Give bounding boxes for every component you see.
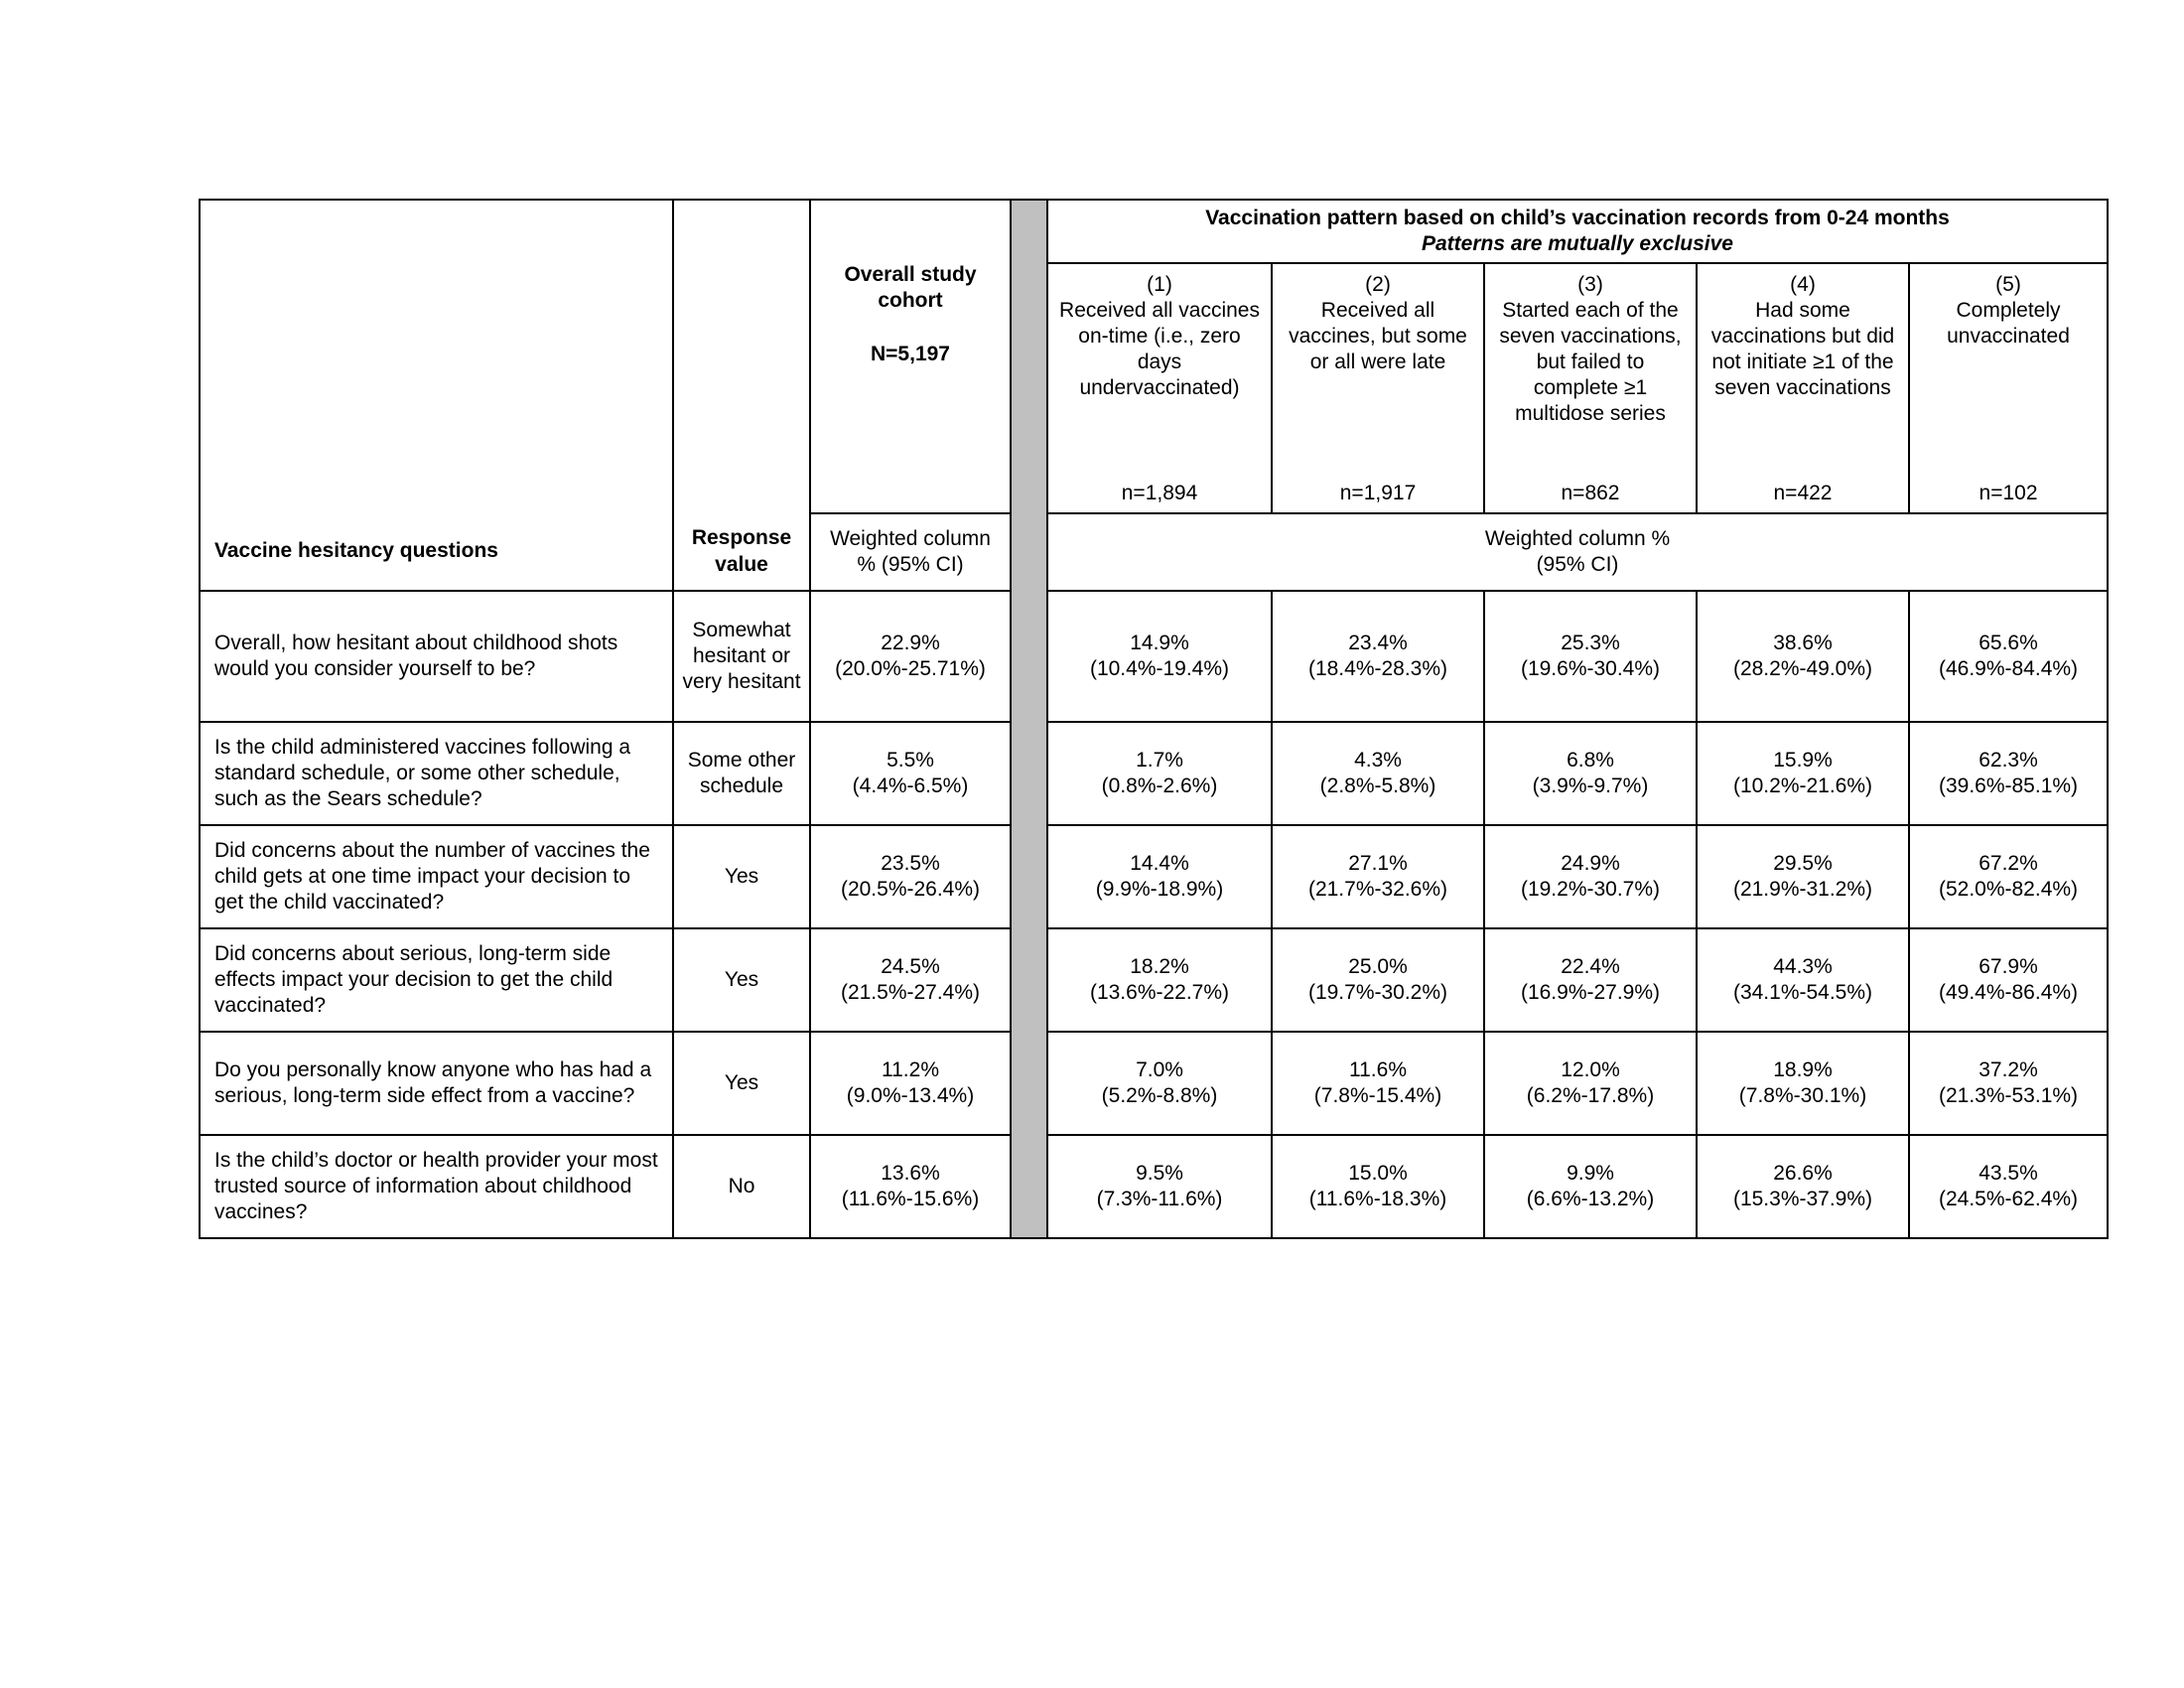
pattern-n: n=1,917 <box>1339 481 1417 504</box>
table-row <box>200 825 2108 928</box>
confidence-interval: (10.2%-21.6%) <box>1732 774 1873 797</box>
weighted-percent: 22.9% <box>881 631 940 654</box>
confidence-interval: (10.4%-19.4%) <box>1089 657 1230 680</box>
vaccination-pattern-header <box>1047 200 2108 263</box>
pattern-n: n=862 <box>1561 481 1620 504</box>
table-row <box>200 722 2108 825</box>
pattern-column-header-2 <box>1272 263 1484 513</box>
pattern-value-cell-2 <box>1272 825 1484 928</box>
pattern-value-cell-2 <box>1272 591 1484 722</box>
weighted-percent: 13.6% <box>881 1161 940 1185</box>
response-column-header: Response value <box>673 513 810 591</box>
pattern-value-cell-3 <box>1484 591 1697 722</box>
table-row <box>200 928 2108 1032</box>
table-row <box>200 1135 2108 1238</box>
weighted-percent: 15.9% <box>1773 748 1833 772</box>
confidence-interval: (21.5%-27.4%) <box>840 981 981 1004</box>
response-value-cell: Yes <box>673 928 810 1032</box>
pattern-value-cell-1 <box>1047 1032 1272 1135</box>
pattern-value-cell-5 <box>1909 1135 2108 1238</box>
weighted-percent: 26.6% <box>1773 1161 1833 1185</box>
confidence-interval: (24.5%-62.4%) <box>1938 1188 2079 1210</box>
pattern-number: (3) <box>1577 273 1603 296</box>
confidence-interval: (5.2%-8.8%) <box>1101 1084 1218 1107</box>
pattern-column-header-1 <box>1047 263 1272 513</box>
confidence-interval: (11.6%-18.3%) <box>1308 1188 1447 1210</box>
pattern-value-cell-5 <box>1909 722 2108 825</box>
overall-value-cell <box>810 1032 1011 1135</box>
pattern-value-cell-2 <box>1272 1135 1484 1238</box>
confidence-interval: (39.6%-85.1%) <box>1938 774 2079 797</box>
weighted-percent: 6.8% <box>1567 748 1614 772</box>
pattern-number: (5) <box>1995 273 2021 296</box>
weighted-percent: 62.3% <box>1979 748 2038 772</box>
confidence-interval: (46.9%-84.4%) <box>1938 657 2079 680</box>
weighted-percent: 24.5% <box>881 954 940 978</box>
question-cell: Is the child administered vaccines following a standard schedule, or some other schedule, such as the Sears schedule? <box>200 722 673 825</box>
overall-value-cell <box>810 591 1011 722</box>
overall-value-cell <box>810 722 1011 825</box>
pattern-value-cell-2 <box>1272 1032 1484 1135</box>
weighted-percent: 14.9% <box>1130 631 1189 654</box>
confidence-interval: (7.8%-30.1%) <box>1738 1084 1867 1107</box>
weighted-percent: 23.5% <box>881 851 940 875</box>
pattern-value-cell-4 <box>1697 825 1909 928</box>
pattern-value-cell-5 <box>1909 825 2108 928</box>
weighted-percent: 14.4% <box>1130 851 1189 875</box>
confidence-interval: (3.9%-9.7%) <box>1532 774 1649 797</box>
pattern-value-cell-2 <box>1272 928 1484 1032</box>
weighted-percent: 11.2% <box>882 1057 939 1081</box>
confidence-interval: (28.2%-49.0%) <box>1732 657 1873 680</box>
overall-value-cell <box>810 928 1011 1032</box>
weighted-percent: 9.9% <box>1567 1161 1614 1185</box>
weighted-percent: 44.3% <box>1773 954 1833 978</box>
response-value-cell: Yes <box>673 825 810 928</box>
confidence-interval: (4.4%-6.5%) <box>852 774 969 797</box>
weighted-percent: 18.9% <box>1773 1057 1833 1081</box>
confidence-interval: (19.7%-30.2%) <box>1307 981 1448 1004</box>
confidence-interval: (34.1%-54.5%) <box>1732 981 1873 1004</box>
question-cell: Did concerns about the number of vaccines the child gets at one time impact your decision to get the child vaccinated? <box>200 825 673 928</box>
pattern-number: (4) <box>1790 273 1816 296</box>
confidence-interval: (9.9%-18.9%) <box>1095 878 1224 901</box>
weighted-percent: 67.9% <box>1979 954 2038 978</box>
overall-value-cell <box>810 825 1011 928</box>
question-column-header: Vaccine hesitancy questions <box>200 200 673 591</box>
confidence-interval: (7.8%-15.4%) <box>1313 1084 1442 1107</box>
weighted-percent: 9.5% <box>1136 1161 1183 1185</box>
table-row <box>200 1032 2108 1135</box>
question-cell: Is the child’s doctor or health provider your most trusted source of information about childhood vaccines? <box>200 1135 673 1238</box>
pattern-weighted-subheader-text: Weighted column % (95% CI) <box>1484 526 1671 576</box>
pattern-value-cell-3 <box>1484 928 1697 1032</box>
pattern-value-cell-1 <box>1047 1135 1272 1238</box>
weighted-percent: 29.5% <box>1773 851 1833 875</box>
pattern-n: n=1,894 <box>1121 481 1198 504</box>
weighted-percent: 25.0% <box>1348 954 1408 978</box>
response-value-cell: Some other schedule <box>673 722 810 825</box>
pattern-value-cell-5 <box>1909 1032 2108 1135</box>
pattern-label: Started each of the seven vaccinations, but failed to complete ≥1 multidose series <box>1499 299 1682 426</box>
pattern-value-cell-3 <box>1484 722 1697 825</box>
pattern-value-cell-4 <box>1697 1135 1909 1238</box>
overall-cohort-n: N=5,197 <box>871 343 950 366</box>
confidence-interval: (21.9%-31.2%) <box>1732 878 1873 901</box>
pattern-value-cell-1 <box>1047 722 1272 825</box>
weighted-percent: 43.5% <box>1979 1161 2038 1185</box>
weighted-percent: 11.6% <box>1349 1057 1407 1081</box>
pattern-value-cell-4 <box>1697 722 1909 825</box>
confidence-interval: (18.4%-28.3%) <box>1307 657 1448 680</box>
weighted-percent: 67.2% <box>1979 851 2038 875</box>
weighted-percent: 25.3% <box>1561 631 1620 654</box>
confidence-interval: (20.0%-25.71%) <box>835 657 986 680</box>
pattern-value-cell-1 <box>1047 928 1272 1032</box>
confidence-interval: (49.4%-86.4%) <box>1938 981 2079 1004</box>
pattern-label: Had some vaccinations but did not initiate ≥1 of the seven vaccinations <box>1710 299 1895 400</box>
overall-cohort-label: Overall study cohort <box>844 263 977 313</box>
pattern-column-header-5 <box>1909 263 2108 513</box>
confidence-interval: (20.5%-26.4%) <box>840 878 981 901</box>
question-cell: Do you personally know anyone who has had a serious, long-term side effect from a vaccine? <box>200 1032 673 1135</box>
pattern-value-cell-5 <box>1909 928 2108 1032</box>
weighted-percent: 18.2% <box>1130 954 1189 978</box>
confidence-interval: (0.8%-2.6%) <box>1101 774 1218 797</box>
response-value-cell: Yes <box>673 1032 810 1135</box>
weighted-percent: 4.3% <box>1354 748 1402 772</box>
confidence-interval: (2.8%-5.8%) <box>1319 774 1436 797</box>
confidence-interval: (9.0%-13.4%) <box>846 1084 975 1107</box>
pattern-number: (2) <box>1365 273 1391 296</box>
weighted-percent: 22.4% <box>1561 954 1620 978</box>
pattern-label: Received all vaccines on-time (i.e., zero days undervaccinated) <box>1059 299 1260 400</box>
weighted-percent: 15.0% <box>1348 1161 1408 1185</box>
weighted-percent: 12.0% <box>1561 1057 1620 1081</box>
confidence-interval: (15.3%-37.9%) <box>1732 1188 1873 1210</box>
confidence-interval: (21.7%-32.6%) <box>1307 878 1448 901</box>
pattern-value-cell-3 <box>1484 1032 1697 1135</box>
confidence-interval: (19.6%-30.4%) <box>1520 657 1661 680</box>
weighted-percent: 23.4% <box>1348 631 1408 654</box>
header-row-1 <box>200 200 2108 263</box>
question-cell: Overall, how hesitant about childhood shots would you consider yourself to be? <box>200 591 673 722</box>
weighted-percent: 37.2% <box>1979 1057 2038 1081</box>
pattern-column-header-3 <box>1484 263 1697 513</box>
confidence-interval: (11.6%-15.6%) <box>841 1188 980 1210</box>
pattern-value-cell-4 <box>1697 1032 1909 1135</box>
pattern-value-cell-3 <box>1484 1135 1697 1238</box>
weighted-percent: 5.5% <box>887 748 934 772</box>
pattern-weighted-subheader <box>1047 513 2108 591</box>
pattern-number: (1) <box>1147 273 1172 296</box>
overall-cohort-header <box>810 200 1011 513</box>
pattern-title: Vaccination pattern based on child’s vaccination records from 0-24 months <box>1205 206 1950 229</box>
weighted-percent: 38.6% <box>1773 631 1833 654</box>
confidence-interval: (6.6%-13.2%) <box>1526 1188 1655 1210</box>
weighted-percent: 1.7% <box>1136 748 1183 772</box>
confidence-interval: (19.2%-30.7%) <box>1520 878 1661 901</box>
pattern-label: Received all vaccines, but some or all were late <box>1289 299 1467 374</box>
pattern-value-cell-5 <box>1909 591 2108 722</box>
weighted-percent: 7.0% <box>1136 1057 1183 1081</box>
response-value-cell: Somewhat hesitant or very hesitant <box>673 591 810 722</box>
pattern-column-header-4 <box>1697 263 1909 513</box>
pattern-value-cell-1 <box>1047 825 1272 928</box>
weighted-percent: 27.1% <box>1348 851 1408 875</box>
pattern-value-cell-2 <box>1272 722 1484 825</box>
confidence-interval: (16.9%-27.9%) <box>1520 981 1661 1004</box>
pattern-n: n=102 <box>1979 481 2038 504</box>
pattern-value-cell-1 <box>1047 591 1272 722</box>
question-cell: Did concerns about serious, long-term side effects impact your decision to get the child vaccinated? <box>200 928 673 1032</box>
confidence-interval: (7.3%-11.6%) <box>1096 1188 1223 1210</box>
pattern-subtitle: Patterns are mutually exclusive <box>1422 232 1733 255</box>
confidence-interval: (52.0%-82.4%) <box>1938 878 2079 901</box>
pattern-label: Completely unvaccinated <box>1947 299 2070 349</box>
pattern-n: n=422 <box>1773 481 1833 504</box>
pattern-value-cell-3 <box>1484 825 1697 928</box>
weighted-percent: 65.6% <box>1979 631 2038 654</box>
overall-weighted-subheader: Weighted column % (95% CI) <box>810 513 1011 591</box>
pattern-value-cell-4 <box>1697 928 1909 1032</box>
response-header-spacer <box>673 200 810 513</box>
overall-value-cell <box>810 1135 1011 1238</box>
vaccine-hesitancy-table <box>199 199 2109 1239</box>
gray-divider-column <box>1011 200 1047 1238</box>
confidence-interval: (6.2%-17.8%) <box>1526 1084 1655 1107</box>
weighted-percent: 24.9% <box>1561 851 1620 875</box>
confidence-interval: (21.3%-53.1%) <box>1938 1084 2079 1107</box>
confidence-interval: (13.6%-22.7%) <box>1089 981 1230 1004</box>
response-value-cell: No <box>673 1135 810 1238</box>
pattern-value-cell-4 <box>1697 591 1909 722</box>
table-row <box>200 591 2108 722</box>
